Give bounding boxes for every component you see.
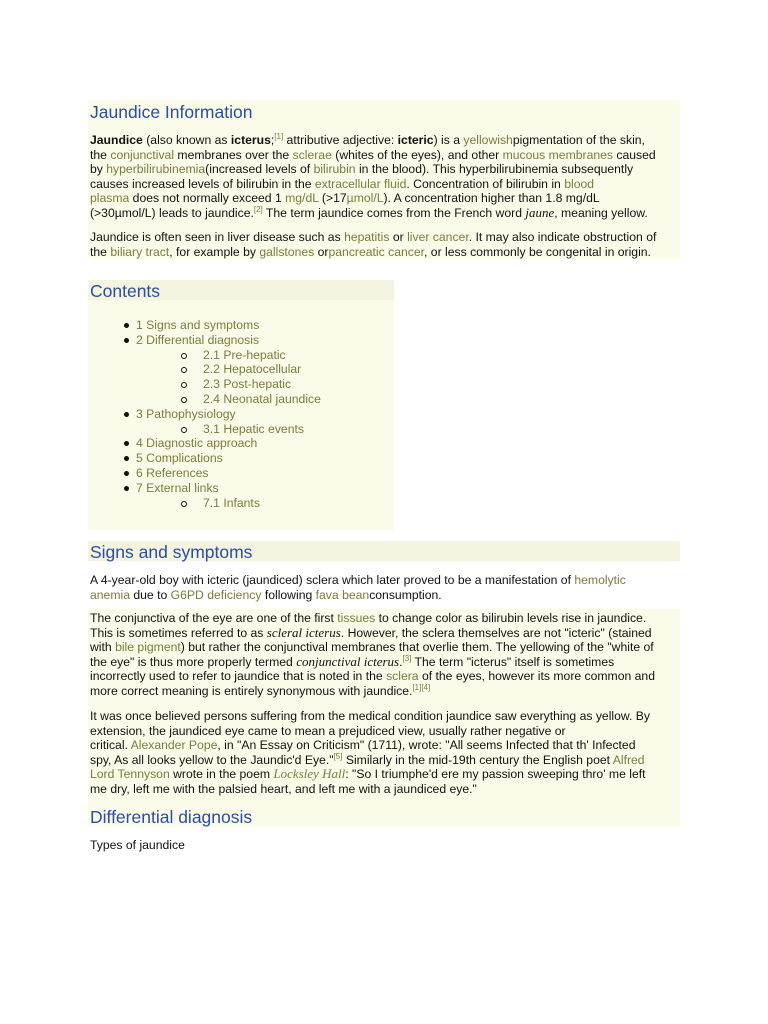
toc-item	[90, 362, 390, 377]
toc-item	[90, 348, 390, 363]
section-title-differential: Differential diagnosis	[90, 807, 253, 827]
italic-scleral-icterus: scleral icterus	[266, 624, 341, 640]
ref-link-3[interactable]: [3]	[402, 653, 412, 663]
link-sclerae[interactable]: sclerae	[292, 147, 332, 162]
toc-link[interactable]: 6 References	[136, 465, 209, 480]
signs-paragraph-2: It was once believed persons suffering from the medical condition jaundice saw everything as yellow. By extension, the jaundiced eye came to mean a prejudiced view, usually rather negative or critical. Alexander Pope, in "An Essay on Criticism" (1711), wrote: "All seems Infected that th' Infected spy, As all looks yellow to the Jaundic'd Eye."[5] Similarly in the mid-19th century the English poet Alfred Lord Tennyson wrote in the poem Locksley Hall: "So I triumphe'd ere my passion sweeping thro' me left me dry, left me with the palsied heart, and left me with a jaundiced eye."	[90, 709, 651, 796]
circle-bullet-icon	[181, 367, 187, 373]
toc-item	[90, 496, 390, 511]
link-hepatitis[interactable]: hepatitis	[344, 230, 390, 244]
link-sclera[interactable]: sclera	[386, 669, 419, 684]
link-conjunctival[interactable]: conjunctival	[110, 147, 175, 162]
term-icterus: icterus	[230, 133, 271, 147]
link-locksley-hall[interactable]: Locksley Hall	[273, 766, 346, 782]
page-title: Jaundice Information	[90, 102, 253, 122]
section-title-signs: Signs and symptoms	[90, 542, 253, 562]
link-anemia[interactable]: anemia	[90, 587, 130, 602]
link-umol-l[interactable]: µmol/L	[346, 191, 384, 206]
link-bilirubin[interactable]: bilirubin	[313, 162, 356, 177]
toc-link[interactable]: 3.1 Hepatic events	[203, 421, 304, 436]
intro-paragraph-1: Jaundice (also known as icterus;[1] attributive adjective: icteric) is a yellowishpigmentation of the skin, the conjunctival membranes over the sclerae (whites of the eyes), and other mucous membranes caused by hyperbilirubinemia(increased levels of bilirubin in the blood). This hyperbilirubinemia subsequently causes increased levels of bilirubin in the extracellular fluid. Concentration of bilirubin in blood plasma does not normally exceed 1 mg/dL (>17µmol/L). A concentration higher than 1.8 mg/dL (>30µmol/L) leads to jaundice.[2] The term jaundice comes from the French word jaune, meaning yellow.	[90, 132, 656, 220]
link-blood[interactable]: blood	[564, 176, 595, 191]
bullet-icon	[124, 338, 129, 343]
toc-item	[90, 377, 390, 392]
link-mg-dl[interactable]: mg/dL	[285, 191, 319, 206]
link-fava-bean[interactable]: fava bean	[315, 587, 370, 602]
italic-jaune: jaune	[525, 204, 555, 220]
link-mucous-membranes[interactable]: mucous membranes	[502, 147, 614, 162]
bullet-icon	[124, 456, 129, 461]
link-lord-tennyson[interactable]: Lord Tennyson	[90, 767, 170, 782]
link-liver-cancer[interactable]: liver cancer	[407, 230, 469, 244]
link-hemolytic[interactable]: hemolytic	[574, 573, 626, 587]
link-g6pd-deficiency[interactable]: G6PD deficiency	[170, 587, 262, 602]
ref-link-2[interactable]: [2]	[253, 204, 263, 214]
toc-link[interactable]: 1 Signs and symptoms	[136, 318, 260, 332]
circle-bullet-icon	[181, 427, 187, 433]
table-of-contents	[90, 318, 390, 510]
ref-link-1-4[interactable]: [1][4]	[412, 682, 431, 692]
circle-bullet-icon	[181, 501, 187, 507]
toc-link[interactable]: 7 External links	[136, 480, 219, 495]
link-biliary-tract[interactable]: biliary tract	[110, 244, 170, 259]
circle-bullet-icon	[181, 382, 187, 388]
toc-link[interactable]: 2.3 Post-hepatic	[203, 377, 292, 392]
intro-paragraph-2: Jaundice is often seen in liver disease such as hepatitis or liver cancer. It may also indicate obstruction of the biliary tract, for example by gallstones orpancreatic cancer, or less commonly be congenital in origin.	[90, 230, 657, 259]
ref-link-5[interactable]: [5]	[333, 751, 343, 761]
bullet-icon	[124, 441, 129, 446]
link-extracellular-fluid[interactable]: extracellular fluid	[314, 176, 407, 191]
toc-item	[90, 451, 390, 466]
bullet-icon	[124, 471, 129, 476]
link-bile-pigment[interactable]: bile pigment	[115, 640, 181, 655]
link-plasma[interactable]: plasma	[90, 191, 130, 206]
term-jaundice: Jaundice	[90, 133, 143, 147]
ref-link-1[interactable]: [1]	[274, 132, 284, 141]
signs-paragraph-1: The conjunctiva of the eye are one of the first tissues to change color as bilirubin levels rise in jaundice. This is sometimes referred to as scleral icterus. However, the sclera themselves are not "icteric" (stained with bile pigment) but rather the conjunctival membranes that overlie them. The yellowing of the "white of the eye" is thus more properly termed conjunctival icterus.[3] The term "icterus" itself is sometimes incorrectly used to refer to jaundice that is noted in the sclera of the eyes, however its more common and more correct meaning is entirely synonymous with jaundice.[1][4]	[90, 611, 655, 698]
toc-item	[90, 436, 390, 451]
link-tissues[interactable]: tissues	[337, 611, 376, 625]
link-yellowish[interactable]: yellowish	[463, 133, 513, 147]
link-pancreatic-cancer[interactable]: pancreatic cancer	[328, 244, 425, 259]
bullet-icon	[124, 412, 129, 417]
toc-item	[90, 333, 390, 348]
toc-item	[90, 481, 390, 496]
image-caption: A 4-year-old boy with icteric (jaundiced) sclera which later proved to be a manifestation of hemolytic anemia due to G6PD deficiency following fava beanconsumption.	[90, 573, 626, 602]
toc-item	[90, 392, 390, 407]
contents-title: Contents	[90, 281, 161, 301]
toc-item	[90, 318, 390, 333]
toc-link[interactable]: 7.1 Infants	[203, 495, 260, 510]
toc-link[interactable]: 2.1 Pre-hepatic	[203, 347, 286, 362]
toc-link[interactable]: 5 Complications	[136, 451, 223, 466]
circle-bullet-icon	[181, 353, 187, 359]
link-alexander-pope[interactable]: Alexander Pope	[130, 738, 218, 753]
toc-link[interactable]: 4 Diagnostic approach	[136, 436, 258, 451]
italic-conjunctival-icterus: conjunctival icterus	[296, 653, 400, 669]
types-of-jaundice-label: Types of jaundice	[90, 838, 185, 852]
toc-link[interactable]: 2 Differential diagnosis	[136, 332, 260, 347]
bullet-icon	[124, 486, 129, 491]
toc-link[interactable]: 3 Pathophysiology	[136, 406, 236, 421]
circle-bullet-icon	[181, 397, 187, 403]
link-hyperbilirubinemia[interactable]: hyperbilirubinemia	[106, 162, 206, 177]
bullet-icon	[124, 323, 129, 328]
toc-link[interactable]: 2.4 Neonatal jaundice	[203, 391, 321, 406]
link-gallstones[interactable]: gallstones	[259, 244, 315, 259]
link-alfred[interactable]: Alfred	[612, 752, 645, 767]
toc-item	[90, 407, 390, 422]
toc-link[interactable]: 2.2 Hepatocellular	[203, 362, 302, 377]
toc-item	[90, 422, 390, 437]
toc-item	[90, 466, 390, 481]
term-icteric: icteric	[397, 133, 434, 147]
